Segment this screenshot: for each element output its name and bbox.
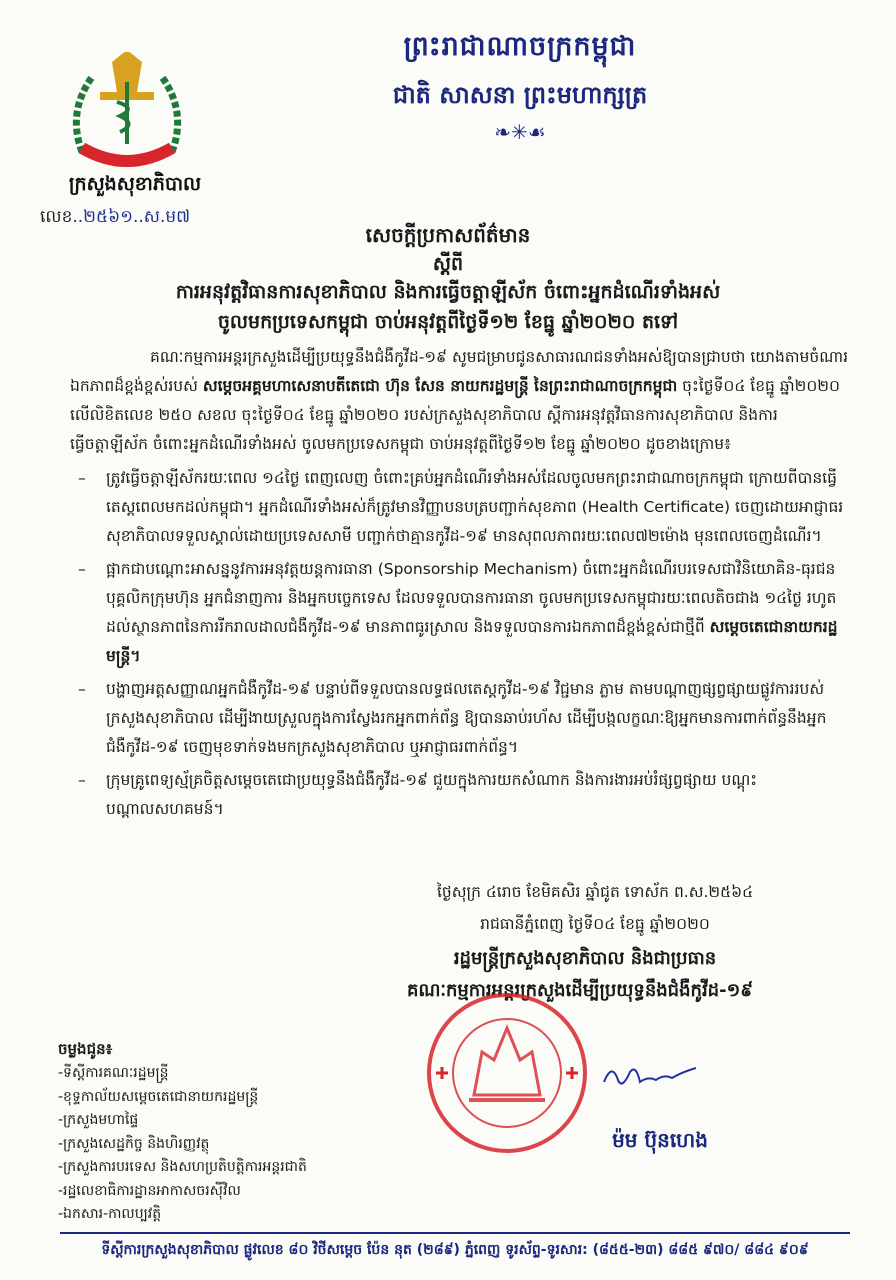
item-bold: សម្ដេចតេជោនាយករដ្ឋមន្ត្រី។	[106, 618, 838, 665]
ornament-icon: ❧✳☙	[494, 120, 546, 144]
list-item: -ក្រសួងមហាផ្ទៃ	[58, 1112, 139, 1128]
cc-list	[58, 1062, 307, 1227]
list-item: -ក្រសួងការបរទេស និងសហប្រតិបត្តិការអន្តរជាតិ	[58, 1159, 307, 1175]
list-item	[70, 675, 860, 762]
intro-bold-name: សម្ដេចអគ្គមហាសេនាបតីតេជោ ហ៊ុន សែន នាយករដ្ឋមន្ត្រី នៃព្រះរាជាណាចក្រកម្ពុជា	[202, 377, 678, 395]
list-item: -ទីស្ដីការគណៈរដ្ឋមន្ត្រី	[58, 1065, 169, 1081]
subject-line-2: ចូលមកប្រទេសកម្ពុជា ចាប់អនុវត្តពីថ្ងៃទី១២ ខែធ្នូ ឆ្នាំ២០២០ តទៅ	[217, 311, 679, 333]
handwritten-signature	[600, 1056, 700, 1096]
list-item: -ឯកសារ-កាលប្បវត្តិ	[58, 1206, 162, 1222]
place-date: រាជធានីភ្នំពេញ ថ្ងៃទី០៤ ខែធ្នូ ឆ្នាំ២០២០	[480, 915, 710, 933]
ministry-logo	[62, 52, 192, 180]
list-item: -រដ្ឋលេខាធិការដ្ឋានអាកាសចរស៊ីវិល	[58, 1182, 241, 1199]
list-item	[70, 464, 860, 551]
footer-address: ទីស្ដីការក្រសួងសុខាភិបាល ផ្លូវលេខ ៨០ វិថីសម្ដេច ប៉ែន នុត (២៨៩) ភ្នំពេញ ទូរស័ព្ទ-ទូរសារ: (៨៥៥-២៣) ៨៨៥ ៩៧០/ ៨៨៤ ៩០៩	[101, 1242, 809, 1258]
list-item: -ខុទ្ទកាល័យសម្ដេចតេជោនាយករដ្ឋមន្ត្រី	[58, 1088, 259, 1105]
cc-title: ចម្លងជូន៖	[58, 1040, 113, 1058]
signer-position-1: រដ្ឋមន្ត្រីក្រសួងសុខាភិបាល និងជាប្រធាន	[453, 948, 717, 969]
subject-label: ស្ដីពី	[432, 253, 464, 275]
lunar-date: ថ្ងៃសុក្រ ៤រោច ខែមិគសិរ ឆ្នាំជូត ទោស័ក ព.ស.២៥៦៤	[436, 883, 754, 901]
footer-divider	[60, 1232, 850, 1234]
kingdom-name: ព្រះរាជាណាចក្រកម្ពុជា	[403, 31, 637, 62]
list-item: -ក្រសួងសេដ្ឋកិច្ច និងហិរញ្ញវត្ថុ	[58, 1135, 210, 1152]
measures-list	[70, 464, 860, 828]
item-text: ផ្អាកជាបណ្ដោះអាសន្ននូវការអនុវត្តយន្តការធានា (Sponsorship Mechanism) ចំពោះអ្នកដំណើរបរទេសជាវិនិយោគិន-ធុរជន បុគ្គលិកក្រុមហ៊ុន អ្នកជំនាញការ និងអ្នកបច្ចេកទេស ដែលទទួលបានការធានា ចូលមកប្រទេសកម្ពុជារយៈពេលតិចជាង ១៤ថ្ងៃ រហូតដល់ស្ថានភាពនៃការរីករាលដាលជំងឺកូវីដ-១៩ មានភាពធូរស្រាល និងទទួលបានការឯកភាពដ៏ខ្ពង់ខ្ពស់ជាថ្មីពី	[106, 560, 837, 636]
official-seal	[424, 990, 590, 1156]
item-text: ក្រុមគ្រូពេទ្យស្ម័គ្រចិត្តសម្ដេចតេជោប្រយុទ្ធនឹងជំងឺកូវីដ-១៩ ជួយក្នុងការយកសំណាក និងការងារអប់រំផ្សព្វផ្សាយ បណ្ដុះបណ្ដាលសហគមន៍។	[106, 771, 758, 818]
reference-value: ..២៥៦១..ស.ម៧	[72, 207, 191, 227]
list-item	[70, 766, 860, 824]
subject-line-1: ការអនុវត្តវិធានការសុខាភិបាល និងការធ្វើចត្តាឡីស័ក ចំពោះអ្នកដំណើរទាំងអស់	[175, 281, 721, 303]
ministry-name: ក្រសួងសុខាភិបាល	[68, 173, 202, 195]
item-text: ត្រូវធ្វើចត្តាឡីស័ករយៈពេល ១៤ថ្ងៃ ពេញលេញ ចំពោះគ្រប់អ្នកដំណើរទាំងអស់ដែលចូលមកព្រះរាជាណាចក្រកម្ពុជា ក្រោយពីបានធ្វើតេស្តពេលមកដល់កម្ពុជា។ អ្នកដំណើរទាំងអស់ក៏ត្រូវមានវិញ្ញាបនបត្របញ្ជាក់សុខភាព (Health Certificate) ចេញដោយអាជ្ញាធរសុខាភិបាលទទួលស្គាល់ដោយប្រទេសសាមី បញ្ជាក់ថាគ្មានកូវីដ-១៩ មានសុពលភាពរយៈពេល៧២ម៉ោង មុនពេលចេញដំណើរ។	[106, 469, 844, 545]
national-motto: ជាតិ សាសនា ព្រះមហាក្សត្រ	[392, 81, 648, 109]
list-item	[70, 555, 860, 671]
intro-text-1: គណៈកម្មការអន្តរក្រសួងដើម្បីប្រយុទ្ធនឹងជំងឺកូវីដ-១៩ សូមជម្រាបជូនសាធារណជនទាំងអស់ឱ្យបានជ្រាបថា យោងតាមចំណារឯកភាពដ៏ខ្ពង់ខ្ពស់របស់	[70, 348, 848, 395]
document-title: សេចក្ដីប្រកាសព័ត៌មាន	[365, 223, 531, 247]
signer-name: ម៉ម ប៊ុនហេង	[612, 1128, 708, 1152]
item-text: បង្ហាញអត្តសញ្ញាណអ្នកជំងឺកូវីដ-១៩ បន្ទាប់ពីទទួលបានលទ្ធផលតេស្តកូវីដ-១៩ វិជ្ជមាន ភ្លាម តាមបណ្ដាញផ្សព្វផ្សាយផ្លូវការរបស់ក្រសួងសុខាភិបាល ដើម្បីងាយស្រួលក្នុងការស្វែងរកអ្នកពាក់ព័ន្ធ ឱ្យបានឆាប់រហ័ស ដើម្បីបង្កលក្ខណៈឱ្យអ្នកមានការពាក់ព័ន្ធនឹងអ្នកជំងឺកូវីដ-១៩ ចេញមុខទាក់ទងមកក្រសួងសុខាភិបាល ឬអាជ្ញាធរពាក់ព័ន្ធ។	[106, 680, 827, 756]
intro-paragraph	[70, 343, 850, 459]
signer-position-2: គណៈកម្មការអន្តរក្រសួងដើម្បីប្រយុទ្ធនឹងជំងឺកូវីដ-១៩	[407, 980, 753, 1001]
intro-text-2: ចុះថ្ងៃទី០៤ ខែធ្នូ ឆ្នាំ២០២០ លើលិខិតលេខ ២៥០ សខល ចុះថ្ងៃទី០៤ ខែធ្នូ ឆ្នាំ២០២០ របស់ក្រសួងសុខាភិបាល ស្ដីការអនុវត្តវិធានការសុខាភិបាល និងការធ្វើចត្តាឡីស័ក ចំពោះអ្នកដំណើរទាំងអស់ ចូលមកប្រទេសកម្ពុជា ចាប់អនុវត្តពីថ្ងៃទី១២ ខែធ្នូ ឆ្នាំ២០២០ ដូចខាងក្រោម៖	[70, 377, 840, 453]
reference-label: លេខ	[40, 207, 73, 227]
